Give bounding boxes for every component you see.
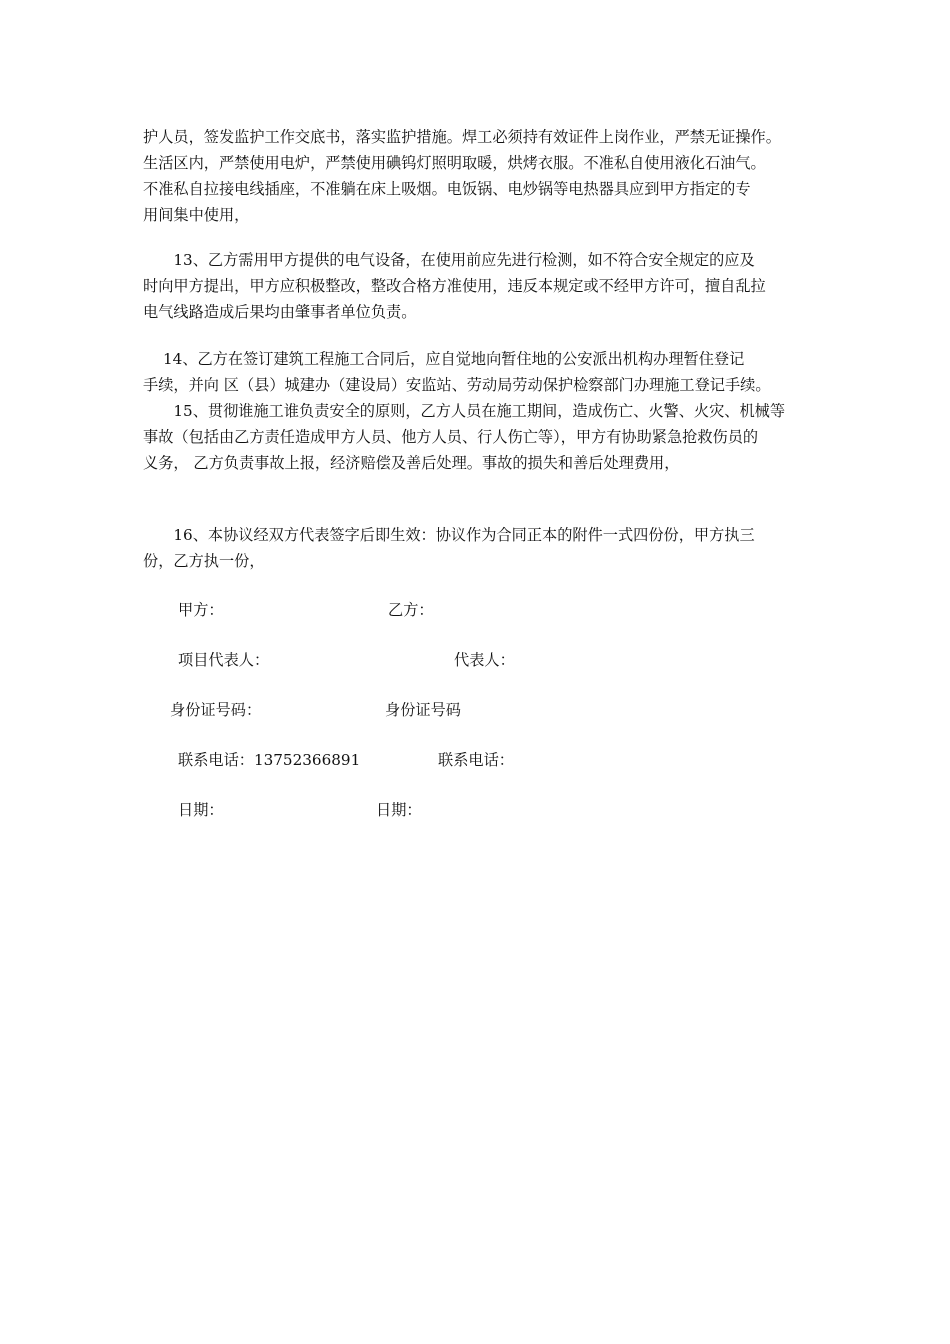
clause-13 [143, 247, 813, 325]
date-label-b: 日期： [376, 801, 422, 819]
text-line: 16、本协议经双方代表签字后即生效：协议作为合同正本的附件一式四份份，甲方执三 [143, 526, 755, 544]
text-line: 义务， 乙方负责事故上报，经济赔偿及善后处理。事故的损失和善后处理费用， [143, 454, 680, 472]
phone-label-b: 联系电话： [438, 751, 514, 769]
text-line: 事故（包括由乙方责任造成甲方人员、他方人员、行人伤亡等），甲方有协助紧急抢救伤员的 [143, 428, 759, 446]
party-b-label: 乙方： [388, 601, 434, 619]
text-line: 护人员，签发监护工作交底书，落实监护措施。焊工必须持有效证件上岗作业，严禁无证操作。 [143, 128, 781, 146]
text-line: 13、乙方需用甲方提供的电气设备，在使用前应先进行检测，如不符合安全规定的应及 [143, 251, 755, 269]
text-line: 份，乙方执一份， [143, 552, 265, 570]
text-line: 不准私自拉接电线插座，不准躺在床上吸烟。电饭锅、电炒锅等电热器具应到甲方指定的专 [143, 180, 751, 198]
text-line: 生活区内，严禁使用电炉，严禁使用碘钨灯照明取暖，烘烤衣服。不准私自使用液化石油气。 [143, 154, 766, 172]
text-line: 15、贯彻谁施工谁负责安全的原则，乙方人员在施工期间，造成伤亡、火警、火灾、机械等 [143, 402, 786, 420]
representative-label: 代表人： [454, 651, 515, 669]
clause-14 [143, 346, 813, 398]
party-a-label: 甲方： [178, 601, 224, 619]
text-line: 用间集中使用， [143, 206, 250, 224]
clause-12-continued [143, 124, 813, 228]
clause-16 [143, 522, 813, 574]
text-line: 14、乙方在签订建筑工程施工合同后，应自觉地向暂住地的公安派出机构办理暂住登记 [143, 350, 745, 368]
text-line: 手续，并向 区（县）城建办（建设局）安监站、劳动局劳动保护检察部门办理施工登记手续。 [143, 376, 771, 394]
id-number-label-a: 身份证号码： [170, 701, 262, 719]
text-line: 电气线路造成后果均由肇事者单位负责。 [143, 303, 417, 321]
text-line: 时向甲方提出，甲方应积极整改，整改合格方准使用，违反本规定或不经甲方许可，擅自乱拉 [143, 277, 766, 295]
project-representative-label: 项目代表人： [178, 651, 270, 669]
date-label-a: 日期： [178, 801, 224, 819]
clause-15 [143, 398, 813, 476]
id-number-label-b: 身份证号码 [385, 701, 461, 719]
phone-label-a: 联系电话：13752366891 [178, 751, 361, 769]
